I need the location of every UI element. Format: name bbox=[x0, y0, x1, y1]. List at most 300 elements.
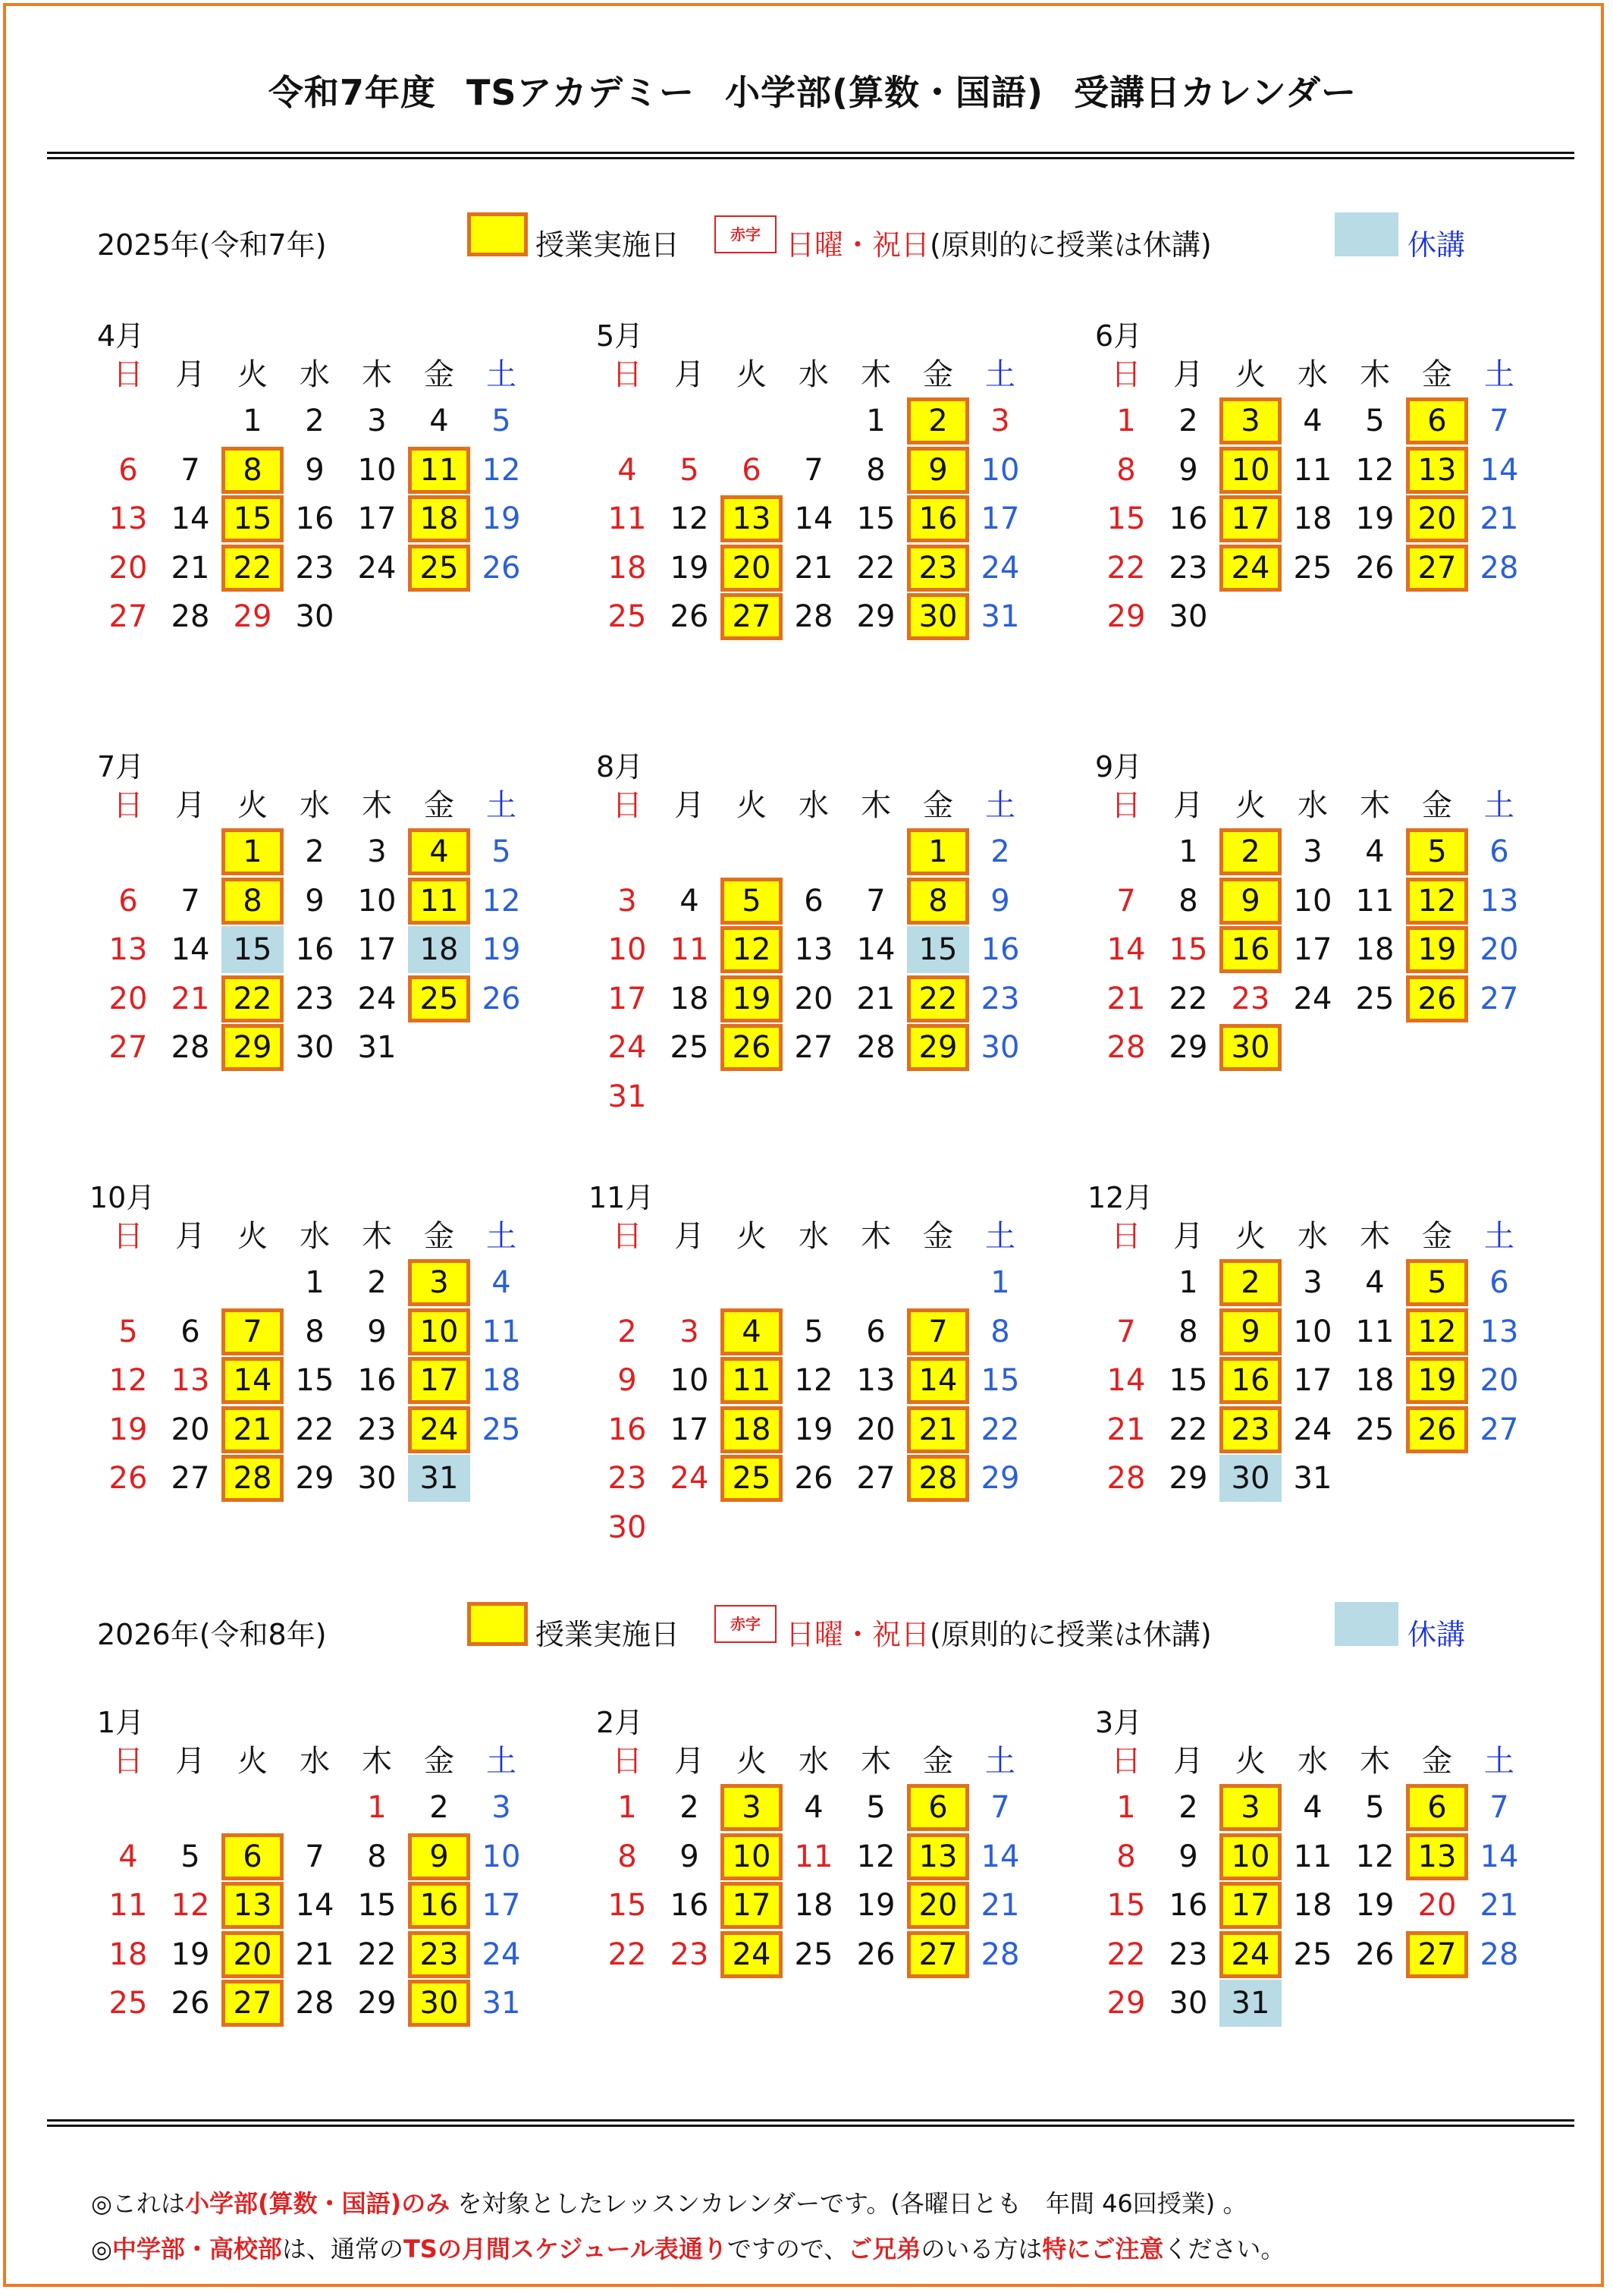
off-day-swatch bbox=[1335, 212, 1398, 256]
day-cell: 10 bbox=[357, 452, 397, 488]
holiday-legend bbox=[786, 1611, 1212, 1653]
weekday-header bbox=[97, 1737, 532, 1780]
weekday-label: 土 bbox=[486, 357, 516, 392]
day-cell: 23 bbox=[295, 550, 334, 586]
day-cell: 21 bbox=[171, 550, 210, 586]
day-cell: 16 bbox=[670, 1888, 709, 1923]
day-cell: 5 bbox=[118, 1314, 138, 1349]
day-cell: 25 bbox=[670, 1030, 709, 1065]
day-cell: 27 bbox=[108, 1030, 148, 1065]
day-cell: 29 bbox=[221, 1024, 284, 1071]
day-cell: 31 bbox=[357, 1030, 397, 1065]
day-cell: 5 bbox=[679, 452, 699, 488]
day-cell: 13 bbox=[108, 932, 148, 967]
day-cell: 19 bbox=[1406, 926, 1468, 973]
day-cell: 19 bbox=[670, 550, 709, 586]
day-cell: 26 bbox=[720, 1024, 783, 1071]
day-cell: 4 bbox=[617, 452, 637, 488]
day-cell: 16 bbox=[1169, 501, 1208, 536]
day-cell: 15 bbox=[907, 926, 969, 973]
day-cell: 23 bbox=[295, 981, 334, 1016]
day-cell: 24 bbox=[1219, 545, 1282, 592]
day-cell: 3 bbox=[367, 404, 387, 438]
day-cell: 20 bbox=[1417, 1888, 1457, 1923]
day-cell: 29 bbox=[1106, 599, 1146, 634]
red-text-badge: 赤字 bbox=[714, 215, 777, 253]
day-cell: 8 bbox=[221, 447, 284, 494]
day-cell: 2 bbox=[1178, 1790, 1198, 1825]
day-cell: 2 bbox=[679, 1790, 699, 1825]
day-cell: 28 bbox=[856, 1030, 896, 1065]
weekday-label: 土 bbox=[1484, 1219, 1514, 1254]
day-cell: 17 bbox=[607, 981, 647, 1016]
day-cell: 3 bbox=[1303, 834, 1323, 869]
class-day-swatch bbox=[467, 212, 528, 256]
day-cell: 7 bbox=[804, 452, 824, 488]
day-cell: 9 bbox=[305, 452, 325, 488]
month-title: 1月 bbox=[97, 1706, 145, 1739]
day-cell: 9 bbox=[1178, 1839, 1198, 1874]
day-cell: 24 bbox=[482, 1936, 521, 1972]
day-cell: 23 bbox=[607, 1461, 647, 1496]
weekday-label: 木 bbox=[861, 1744, 891, 1779]
day-cell: 1 bbox=[1116, 404, 1136, 438]
month-title: 5月 bbox=[596, 319, 644, 353]
day-cell: 14 bbox=[981, 1839, 1020, 1874]
day-cell: 10 bbox=[670, 1363, 709, 1398]
day-cell: 29 bbox=[357, 1986, 397, 2021]
weekday-label: 日 bbox=[113, 788, 143, 823]
weekday-label: 金 bbox=[424, 788, 454, 823]
month-title: 6月 bbox=[1095, 319, 1143, 353]
day-cell: 2 bbox=[990, 834, 1010, 869]
day-cell: 8 bbox=[1178, 883, 1198, 919]
day-cell: 12 bbox=[670, 501, 709, 536]
day-cell: 21 bbox=[1106, 981, 1146, 1016]
day-cell: 10 bbox=[357, 883, 397, 919]
weekday-label: 火 bbox=[736, 1744, 767, 1779]
day-cell: 12 bbox=[482, 452, 521, 488]
day-cell: 7 bbox=[221, 1308, 284, 1355]
weekday-label: 木 bbox=[1360, 788, 1390, 823]
holiday-note: (原則的に授業は休講) bbox=[930, 228, 1212, 262]
weekday-label: 木 bbox=[362, 357, 392, 392]
day-cell: 9 bbox=[679, 1839, 699, 1874]
day-cell: 2 bbox=[617, 1314, 637, 1349]
day-cell: 30 bbox=[1219, 1455, 1282, 1502]
weekday-label: 火 bbox=[1235, 788, 1266, 823]
day-cell: 8 bbox=[990, 1314, 1010, 1349]
day-cell: 7 bbox=[305, 1839, 325, 1874]
day-cell: 5 bbox=[180, 1839, 200, 1874]
day-cell: 13 bbox=[720, 495, 783, 542]
day-cell: 17 bbox=[1293, 932, 1332, 967]
day-cell: 28 bbox=[981, 1936, 1020, 1972]
day-cell: 22 bbox=[856, 550, 896, 586]
holiday-legend bbox=[786, 221, 1212, 263]
day-cell: 29 bbox=[1169, 1030, 1208, 1065]
day-cell: 12 bbox=[171, 1888, 210, 1923]
day-cell: 3 bbox=[990, 404, 1010, 438]
day-cell: 24 bbox=[981, 550, 1020, 586]
day-cell: 24 bbox=[357, 981, 397, 1016]
day-cell: 1 bbox=[305, 1265, 325, 1300]
day-cell: 2 bbox=[1219, 1259, 1282, 1306]
day-cell: 15 bbox=[1169, 1363, 1208, 1398]
weekday-label: 火 bbox=[736, 1219, 767, 1254]
day-cell: 6 bbox=[180, 1314, 200, 1349]
weekday-header bbox=[97, 781, 532, 824]
day-cell: 6 bbox=[1489, 834, 1509, 869]
divider-top bbox=[47, 152, 1574, 154]
weekday-label: 木 bbox=[861, 788, 891, 823]
day-cell: 13 bbox=[108, 501, 148, 536]
day-cell: 5 bbox=[866, 1790, 886, 1825]
note2-text-1: は、通常の bbox=[281, 2235, 403, 2263]
day-cell: 4 bbox=[491, 1265, 511, 1300]
note2-text-3: のいる方は bbox=[921, 2235, 1043, 2263]
day-cell: 8 bbox=[1116, 452, 1136, 488]
day-cell: 12 bbox=[108, 1363, 148, 1398]
day-cell: 27 bbox=[221, 1980, 284, 2027]
day-cell: 28 bbox=[221, 1455, 284, 1502]
weekday-label: 土 bbox=[486, 1744, 516, 1779]
day-cell: 21 bbox=[221, 1406, 284, 1453]
weekday-label: 金 bbox=[424, 1219, 454, 1254]
day-cell: 20 bbox=[108, 981, 148, 1016]
day-cell: 27 bbox=[108, 599, 148, 634]
day-cell: 7 bbox=[180, 883, 200, 919]
weekday-label: 日 bbox=[612, 1744, 642, 1779]
day-cell: 21 bbox=[794, 550, 833, 586]
day-cell: 29 bbox=[1169, 1461, 1208, 1496]
weekday-header bbox=[1095, 350, 1530, 394]
weekday-label: 月 bbox=[674, 1219, 705, 1254]
day-cell: 9 bbox=[617, 1363, 637, 1398]
day-cell: 11 bbox=[794, 1839, 833, 1874]
day-cell: 12 bbox=[1355, 1839, 1395, 1874]
weekday-label: 月 bbox=[1173, 1744, 1203, 1779]
day-cell: 7 bbox=[1489, 404, 1509, 438]
day-cell: 17 bbox=[408, 1357, 470, 1404]
day-cell: 26 bbox=[1355, 1936, 1395, 1972]
day-cell: 30 bbox=[607, 1509, 647, 1545]
day-cell: 3 bbox=[491, 1790, 511, 1825]
day-cell: 18 bbox=[794, 1888, 833, 1923]
day-cell: 4 bbox=[804, 1790, 824, 1825]
day-cell: 27 bbox=[720, 593, 783, 640]
year-label-2026: 2026年(令和8年) bbox=[97, 1618, 327, 1651]
day-cell: 8 bbox=[367, 1839, 387, 1874]
weekday-label: 金 bbox=[923, 1219, 953, 1254]
day-cell: 15 bbox=[856, 501, 896, 536]
weekday-label: 土 bbox=[486, 788, 516, 823]
weekday-label: 木 bbox=[362, 1219, 392, 1254]
weekday-label: 月 bbox=[674, 788, 705, 823]
weekday-label: 水 bbox=[300, 1219, 330, 1254]
day-cell: 19 bbox=[108, 1412, 148, 1447]
day-cell: 21 bbox=[907, 1406, 969, 1453]
day-cell: 10 bbox=[607, 932, 647, 967]
day-cell: 22 bbox=[1106, 550, 1146, 586]
title-calendar: 受講日カレンダー bbox=[1074, 72, 1357, 113]
day-cell: 10 bbox=[981, 452, 1020, 488]
day-cell: 1 bbox=[990, 1265, 1010, 1300]
day-cell: 25 bbox=[1355, 1412, 1395, 1447]
page-title bbox=[6, 65, 1613, 115]
day-cell: 11 bbox=[720, 1357, 783, 1404]
day-cell: 24 bbox=[1293, 1412, 1332, 1447]
off-day-swatch bbox=[1335, 1602, 1398, 1646]
day-cell: 28 bbox=[1480, 1936, 1519, 1972]
month-title: 7月 bbox=[97, 750, 145, 784]
day-cell: 23 bbox=[1169, 550, 1208, 586]
weekday-label: 水 bbox=[300, 1744, 330, 1779]
day-cell: 2 bbox=[907, 397, 969, 444]
weekday-label: 水 bbox=[1298, 357, 1328, 392]
day-cell: 31 bbox=[1219, 1980, 1282, 2027]
weekday-header bbox=[596, 1212, 1031, 1255]
weekday-label: 木 bbox=[1360, 357, 1390, 392]
day-cell: 4 bbox=[1365, 834, 1385, 869]
day-cell: 10 bbox=[1219, 1833, 1282, 1880]
day-cell: 20 bbox=[907, 1882, 969, 1929]
weekday-label: 木 bbox=[861, 357, 891, 392]
day-cell: 16 bbox=[1219, 1357, 1282, 1404]
day-cell: 12 bbox=[794, 1363, 833, 1398]
weekday-label: 日 bbox=[612, 357, 642, 392]
day-cell: 26 bbox=[856, 1936, 896, 1972]
day-cell: 14 bbox=[295, 1888, 334, 1923]
day-cell: 27 bbox=[1480, 981, 1519, 1016]
day-cell: 19 bbox=[856, 1888, 896, 1923]
note2-emphasis-1: 中学部・高校部 bbox=[111, 2235, 282, 2263]
day-cell: 5 bbox=[1365, 1790, 1385, 1825]
day-cell: 10 bbox=[720, 1833, 783, 1880]
day-cell: 1 bbox=[243, 404, 262, 438]
day-cell: 5 bbox=[1406, 828, 1468, 875]
weekday-header bbox=[97, 350, 532, 394]
day-cell: 19 bbox=[171, 1936, 210, 1972]
day-cell: 18 bbox=[408, 926, 470, 973]
day-cell: 9 bbox=[408, 1833, 470, 1880]
day-cell: 23 bbox=[907, 545, 969, 592]
day-cell: 16 bbox=[907, 495, 969, 542]
day-cell: 31 bbox=[1293, 1461, 1332, 1496]
weekday-label: 土 bbox=[985, 357, 1015, 392]
day-cell: 23 bbox=[408, 1931, 470, 1978]
day-cell: 28 bbox=[1480, 550, 1519, 586]
day-cell: 22 bbox=[607, 1936, 647, 1972]
weekday-header bbox=[1095, 781, 1530, 824]
day-cell: 19 bbox=[1355, 1888, 1395, 1923]
day-cell: 16 bbox=[408, 1882, 470, 1929]
legend-2025 bbox=[0, 211, 1613, 264]
weekday-header bbox=[596, 1737, 1031, 1780]
off-day-label: 休講 bbox=[1407, 228, 1466, 262]
day-cell: 20 bbox=[1480, 1363, 1519, 1398]
weekday-label: 日 bbox=[1111, 1744, 1141, 1779]
day-cell: 27 bbox=[1406, 545, 1468, 592]
day-cell: 14 bbox=[171, 932, 210, 967]
day-cell: 16 bbox=[981, 932, 1020, 967]
day-cell: 15 bbox=[221, 926, 284, 973]
day-cell: 4 bbox=[720, 1308, 783, 1355]
day-cell: 26 bbox=[670, 599, 709, 634]
day-cell: 31 bbox=[482, 1986, 521, 2021]
day-cell: 30 bbox=[295, 599, 334, 634]
day-cell: 12 bbox=[856, 1839, 896, 1874]
day-cell: 2 bbox=[305, 834, 325, 869]
day-cell: 10 bbox=[482, 1839, 521, 1874]
day-cell: 17 bbox=[1293, 1363, 1332, 1398]
weekday-label: 水 bbox=[300, 788, 330, 823]
day-cell: 2 bbox=[1178, 404, 1198, 438]
weekday-label: 金 bbox=[923, 788, 953, 823]
day-cell: 14 bbox=[1480, 1839, 1519, 1874]
day-cell: 3 bbox=[720, 1784, 783, 1831]
day-cell: 28 bbox=[171, 599, 210, 634]
day-cell: 27 bbox=[856, 1461, 896, 1496]
weekday-header bbox=[596, 781, 1031, 824]
day-cell: 17 bbox=[482, 1888, 521, 1923]
day-cell: 6 bbox=[866, 1314, 886, 1349]
month-title: 10月 bbox=[89, 1181, 155, 1214]
class-day-label: 授業実施日 bbox=[535, 1618, 680, 1651]
day-cell: 15 bbox=[357, 1888, 397, 1923]
note1-suffix: を対象としたレッスンカレンダーです。(各曜日とも 年間 46回授業) 。 bbox=[450, 2189, 1247, 2218]
day-cell: 14 bbox=[171, 501, 210, 536]
note1-emphasis: 小学部(算数・国語)のみ bbox=[184, 2189, 450, 2218]
day-cell: 3 bbox=[1303, 1265, 1323, 1300]
day-cell: 24 bbox=[720, 1931, 783, 1978]
day-cell: 22 bbox=[1169, 1412, 1208, 1447]
day-cell: 29 bbox=[1106, 1986, 1146, 2021]
day-cell: 13 bbox=[856, 1363, 896, 1398]
day-cell: 16 bbox=[295, 501, 334, 536]
day-cell: 12 bbox=[1406, 1308, 1468, 1355]
weekday-header bbox=[1095, 1212, 1530, 1255]
weekday-label: 金 bbox=[1422, 357, 1452, 392]
day-cell: 27 bbox=[1480, 1412, 1519, 1447]
day-cell: 16 bbox=[295, 932, 334, 967]
weekday-header bbox=[97, 1212, 532, 1255]
weekday-label: 日 bbox=[1111, 788, 1141, 823]
day-cell: 19 bbox=[720, 975, 783, 1022]
day-cell: 4 bbox=[429, 404, 449, 438]
weekday-label: 木 bbox=[362, 788, 392, 823]
day-cell: 20 bbox=[108, 550, 148, 586]
day-cell: 24 bbox=[1293, 981, 1332, 1016]
day-cell: 5 bbox=[804, 1314, 824, 1349]
day-cell: 11 bbox=[482, 1314, 521, 1349]
day-cell: 13 bbox=[907, 1833, 969, 1880]
weekday-label: 金 bbox=[424, 1744, 454, 1779]
day-cell: 30 bbox=[981, 1030, 1020, 1065]
weekday-label: 金 bbox=[923, 1744, 953, 1779]
day-cell: 28 bbox=[1106, 1030, 1146, 1065]
day-cell: 15 bbox=[607, 1888, 647, 1923]
weekday-label: 月 bbox=[175, 1744, 206, 1779]
day-cell: 17 bbox=[357, 932, 397, 967]
day-cell: 12 bbox=[1355, 452, 1395, 488]
year-label-2025: 2025年(令和7年) bbox=[97, 228, 327, 262]
day-cell: 23 bbox=[1169, 1936, 1208, 1972]
day-cell: 25 bbox=[408, 545, 470, 592]
day-cell: 30 bbox=[1169, 599, 1208, 634]
note2-text-2: ですので、 bbox=[726, 2235, 849, 2263]
title-school: TSアカデミー bbox=[466, 72, 695, 113]
day-cell: 17 bbox=[670, 1412, 709, 1447]
day-cell: 28 bbox=[171, 1030, 210, 1065]
day-cell: 7 bbox=[180, 452, 200, 488]
day-cell: 21 bbox=[1480, 1888, 1519, 1923]
day-cell: 3 bbox=[679, 1314, 699, 1349]
day-cell: 15 bbox=[295, 1363, 334, 1398]
day-cell: 11 bbox=[1293, 1839, 1332, 1874]
day-cell: 20 bbox=[856, 1412, 896, 1447]
day-cell: 25 bbox=[794, 1936, 833, 1972]
day-cell: 6 bbox=[1406, 1784, 1468, 1831]
weekday-label: 月 bbox=[1173, 788, 1203, 823]
day-cell: 5 bbox=[491, 404, 511, 438]
red-text-badge: 赤字 bbox=[714, 1605, 777, 1643]
weekday-label: 日 bbox=[1111, 357, 1141, 392]
day-cell: 1 bbox=[866, 404, 886, 438]
day-cell: 30 bbox=[408, 1980, 470, 2027]
day-cell: 11 bbox=[108, 1888, 148, 1923]
day-cell: 18 bbox=[720, 1406, 783, 1453]
day-cell: 8 bbox=[617, 1839, 637, 1874]
note2-emphasis-3: ご兄弟 bbox=[848, 2235, 921, 2263]
holiday-note: (原則的に授業は休講) bbox=[930, 1618, 1212, 1651]
day-cell: 20 bbox=[171, 1412, 210, 1447]
day-cell: 16 bbox=[1219, 926, 1282, 973]
day-cell: 15 bbox=[1106, 1888, 1146, 1923]
weekday-label: 火 bbox=[736, 357, 767, 392]
day-cell: 30 bbox=[357, 1461, 397, 1496]
day-cell: 9 bbox=[990, 883, 1010, 919]
day-cell: 2 bbox=[429, 1790, 449, 1825]
holiday-label: 日曜・祝日 bbox=[786, 1618, 930, 1651]
note2-emphasis-4: 特にご注意 bbox=[1042, 2235, 1164, 2263]
weekday-label: 月 bbox=[674, 357, 705, 392]
day-cell: 18 bbox=[670, 981, 709, 1016]
note2-prefix: ◎ bbox=[91, 2235, 112, 2263]
day-cell: 26 bbox=[108, 1461, 148, 1496]
day-cell: 2 bbox=[367, 1265, 387, 1300]
note2-suffix: ください。 bbox=[1163, 2235, 1285, 2263]
day-cell: 17 bbox=[357, 501, 397, 536]
weekday-label: 金 bbox=[1422, 1219, 1452, 1254]
day-cell: 10 bbox=[1293, 1314, 1332, 1349]
day-cell: 1 bbox=[1116, 1790, 1136, 1825]
day-cell: 8 bbox=[1116, 1839, 1136, 1874]
day-cell: 10 bbox=[1219, 447, 1282, 494]
day-cell: 7 bbox=[1116, 1314, 1136, 1349]
weekday-label: 火 bbox=[237, 1744, 268, 1779]
month-title: 4月 bbox=[97, 319, 145, 353]
day-cell: 25 bbox=[1355, 981, 1395, 1016]
day-cell: 29 bbox=[981, 1461, 1020, 1496]
day-cell: 21 bbox=[171, 981, 210, 1016]
day-cell: 13 bbox=[1406, 1833, 1468, 1880]
day-cell: 1 bbox=[907, 828, 969, 875]
weekday-label: 火 bbox=[1235, 1219, 1266, 1254]
day-cell: 20 bbox=[221, 1931, 284, 1978]
day-cell: 14 bbox=[221, 1357, 284, 1404]
day-cell: 3 bbox=[1219, 397, 1282, 444]
